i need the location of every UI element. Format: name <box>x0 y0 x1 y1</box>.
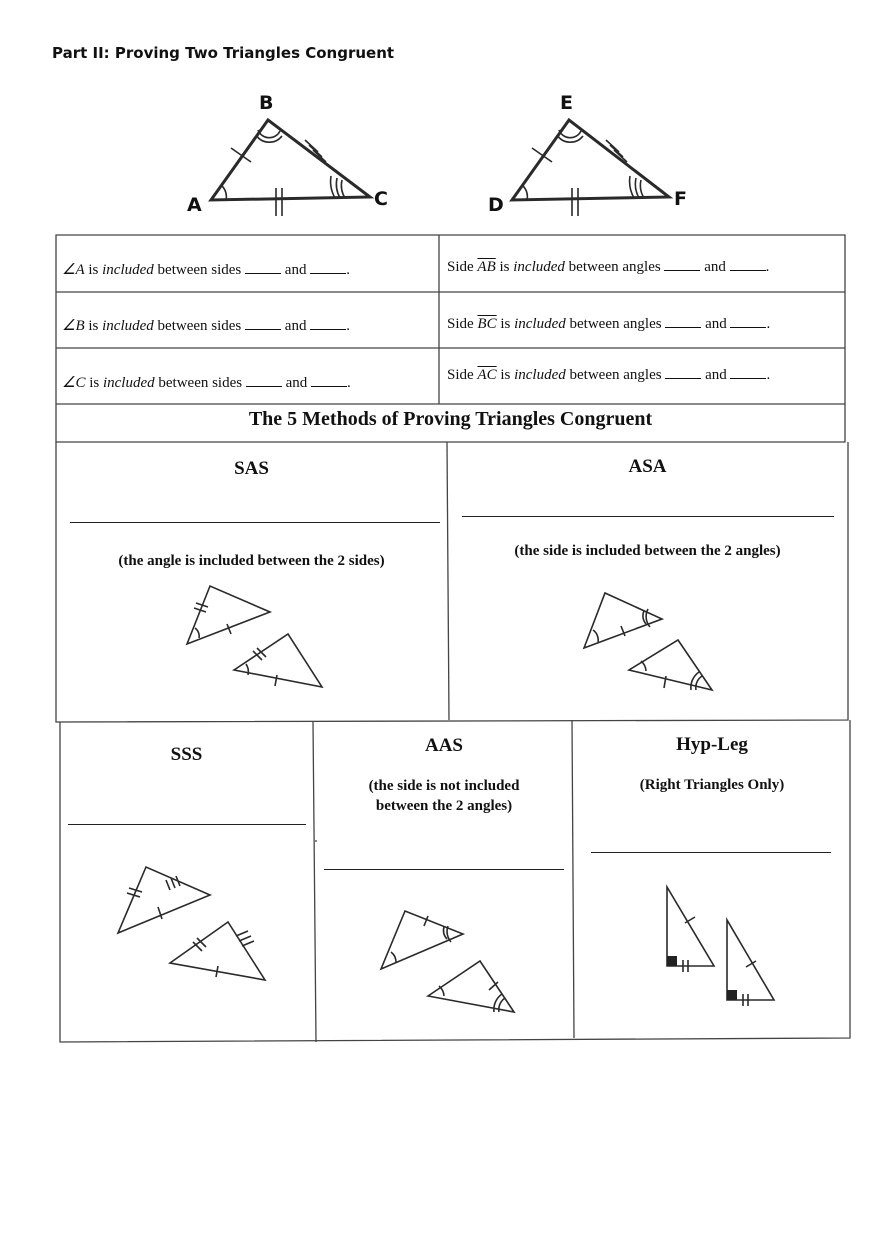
method-hl-note: (Right Triangles Only) <box>639 777 785 793</box>
answer-blank[interactable] <box>245 261 281 274</box>
aas-answer-line[interactable] <box>324 869 564 870</box>
hl-answer-line[interactable] <box>591 852 831 853</box>
answer-blank[interactable] <box>310 317 346 330</box>
vertex-label-f: F <box>674 188 687 210</box>
method-sss-title: SSS <box>170 744 203 765</box>
row-side-ac: Side $\overline{AC}$ is included between angles and . <box>447 367 771 383</box>
answer-blank[interactable] <box>665 315 701 328</box>
vertex-label-c: C <box>374 188 388 210</box>
row-side-ab: Side $\overline{AB}$ is included between angles and . <box>447 259 770 275</box>
method-hl-title: Hyp-Leg <box>676 734 748 755</box>
part-title: Part II: Proving Two Triangles Congruent <box>52 44 395 62</box>
method-aas-title: AAS <box>424 735 463 756</box>
asa-answer-line[interactable] <box>462 516 834 517</box>
right-angle-mark <box>727 990 737 1000</box>
method-sas-note: (the angle is included between the 2 sides) <box>118 553 385 569</box>
vertex-label-a: A <box>187 194 202 216</box>
sss-answer-line[interactable] <box>68 824 306 825</box>
answer-blank[interactable] <box>245 317 281 330</box>
asa-figure <box>584 593 712 690</box>
answer-blank[interactable] <box>664 258 700 271</box>
answer-blank[interactable] <box>730 258 766 271</box>
aas-figure <box>381 911 514 1012</box>
answer-blank[interactable] <box>665 366 701 379</box>
hl-figure <box>667 887 774 1006</box>
vertex-label-e: E <box>560 92 573 114</box>
methods-heading: The 5 Methods of Proving Triangles Congruent <box>248 408 653 430</box>
row-side-bc: Side $\overline{BC}$ is included between angles and . <box>447 316 771 332</box>
method-aas-note <box>316 776 572 816</box>
vertex-label-d: D <box>488 194 504 216</box>
sas-answer-line[interactable] <box>70 522 440 523</box>
answer-blank[interactable] <box>730 315 766 328</box>
aas-note-line-2: between the 2 angles) <box>375 798 513 814</box>
vertex-label-b: B <box>259 92 274 114</box>
row-angle-c: ∠C is included between sides and . <box>62 375 351 391</box>
answer-blank[interactable] <box>730 366 766 379</box>
right-angle-mark <box>667 956 677 966</box>
row-angle-a: ∠A is included between sides and . <box>62 262 350 278</box>
method-sas-title: SAS <box>234 458 269 479</box>
method-asa-title: ASA <box>628 456 667 477</box>
answer-blank[interactable] <box>246 374 282 387</box>
answer-blank[interactable] <box>310 261 346 274</box>
triangle-def <box>512 120 669 200</box>
aas-note-line-1: (the side is not included <box>368 778 520 794</box>
answer-blank[interactable] <box>311 374 347 387</box>
method-asa-note: (the side is included between the 2 angles) <box>514 543 781 559</box>
row-angle-b: ∠B is included between sides and . <box>62 318 350 334</box>
sss-figure <box>118 867 265 980</box>
triangle-abc <box>211 120 370 200</box>
sas-figure <box>187 586 322 687</box>
